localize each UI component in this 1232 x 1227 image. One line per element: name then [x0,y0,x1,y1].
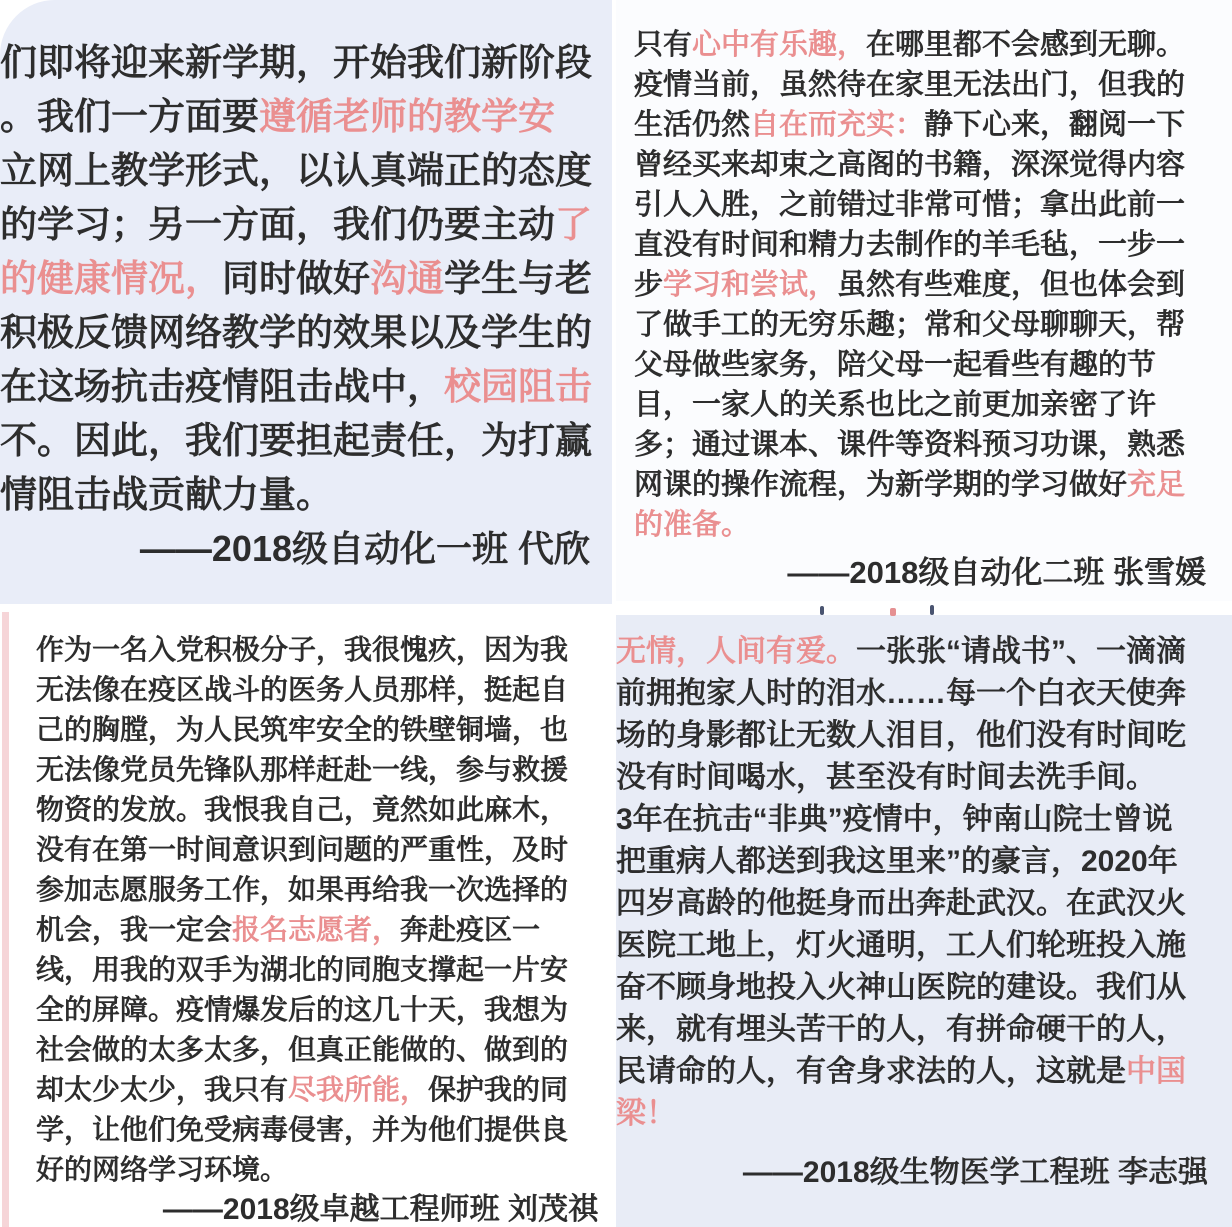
highlighted-text: 无情，人间有爱。 [616,635,856,668]
body-text: 疫情当前，虽然待在家里无法出门，但我的 [634,69,1186,101]
body-text: 积极反馈网络教学的效果以及学生的 [0,312,592,353]
quote-card-bottom-left [0,612,612,1227]
text-line [0,252,600,306]
body-text: 社会做的太多太多，但真正能做的、做到的 [36,1034,569,1065]
quote-text [36,630,604,1190]
body-text: 静下心来，翻阅一下 [924,109,1186,141]
quote-card-top-right [616,0,1232,601]
body-text: 保护我的同 [428,1074,569,1105]
text-line [36,710,604,750]
text-line [0,414,600,468]
highlighted-text: 的健康情况， [0,258,222,299]
highlighted-text: 中国 [1126,1055,1186,1088]
body-text: 的学习；另一方面，我们仍要主动 [0,204,555,245]
body-text: 步 [634,269,664,301]
text-line [0,144,600,198]
text-line [616,841,1232,883]
body-text: 把重病人都送到我这里来”的豪言，2020年 [616,845,1178,878]
body-text: 场的身影都让无数人泪目，他们没有时间吃 [616,719,1186,752]
body-text: 参加志愿服务工作，如果再给我一次选择的 [36,874,569,905]
cropped-glyph-fragment [820,606,824,615]
body-text: 作为一名入党积极分子，我很愧疚，因为我 [36,634,569,665]
body-text: 奋不顾身地投入火神山医院的建设。我们从 [616,971,1186,1004]
text-line [616,1051,1232,1093]
text-line [36,1110,604,1150]
body-text: 学，让他们免受病毒侵害，并为他们提供良 [36,1114,569,1145]
text-line [634,265,1226,305]
body-text: 曾经买来却束之高阁的书籍，深深觉得内容 [634,149,1186,181]
quote-card-bottom-right [616,615,1232,1227]
text-line [36,950,604,990]
body-text: 生活仍然 [634,109,751,141]
cropped-glyph-fragment [890,608,896,616]
body-text: 目，一家人的关系也比之前更加亲密了许 [634,389,1157,421]
text-line [36,1070,604,1110]
text-line [36,670,604,710]
text-line [616,1009,1232,1051]
text-line [36,1150,604,1190]
body-text: 父母做些家务，陪父母一起看些有趣的节 [634,349,1157,381]
body-text: 只有 [634,29,693,61]
body-text: 物资的发放。我恨我自己，竟然如此麻木， [36,794,569,825]
body-text: 无法像党员先锋队那样赶赴一线，参与救援 [36,754,569,785]
body-text: 3年在抗击“非典”疫情中，钟南山院士曾说 [616,803,1173,836]
cropped-glyph-fragment [930,605,934,615]
text-line [616,799,1232,841]
body-text: 没有时间喝水，甚至没有时间去洗手间。 [616,761,1156,794]
quote-text [616,631,1232,1135]
text-line [616,967,1232,1009]
body-text: 立网上教学形式，以认真端正的态度 [0,150,592,191]
body-text: 一张张“请战书”、一滴滴 [856,635,1186,668]
quote-text [0,36,600,522]
attribution: ——2018级生物医学工程班 李志强 [742,1156,1208,1189]
quote-card-top-left [0,0,612,604]
text-line [634,345,1226,385]
text-line [0,90,600,144]
body-text: 多；通过课本、课件等资料预习功课，熟悉 [634,429,1186,461]
quote-text [634,25,1226,545]
body-text: 情阻击战贡献力量。 [0,474,333,515]
highlighted-text: 心中有乐趣， [692,29,867,61]
body-text: 前拥抱家人时的泪水……每一个白衣天使奔 [616,677,1186,710]
text-line [36,910,604,950]
text-line [36,870,604,910]
text-line [36,1030,604,1070]
body-text: 四岁高龄的他挺身而出奔赴武汉。在武汉火 [616,887,1186,920]
highlighted-text: 了 [555,204,592,245]
attribution: ——2018级卓越工程师班 刘茂祺 [162,1193,598,1226]
body-text: 引人入胜，之前错过非常可惜；拿出此前一 [634,189,1186,221]
pink-edge-strip [2,612,9,1227]
text-line [0,306,600,360]
text-line [0,468,600,522]
highlighted-text: 学习和尝试， [663,269,838,301]
text-line [634,225,1226,265]
text-line [616,757,1232,799]
body-text: 不。因此，我们要担起责任，为打赢 [0,420,592,461]
text-line [36,990,604,1030]
text-line [616,1093,1232,1135]
body-text: 在这场抗击疫情阻击战中， [0,366,444,407]
attribution: ——2018级自动化二班 张雪媛 [787,555,1206,590]
text-line [634,25,1226,65]
body-text: 了做手工的无穷乐趣；常和父母聊聊天，帮 [634,309,1186,341]
body-text: 己的胸膛，为人民筑牢安全的铁壁铜墙，也 [36,714,569,745]
body-text: 却太少太少，我只有 [36,1074,289,1105]
text-line [0,360,600,414]
text-line [616,715,1232,757]
text-line [634,465,1226,505]
body-text: 虽然有些难度，但也体会到 [837,269,1186,301]
body-text: 同时做好 [222,258,370,299]
body-text: 学生与老 [444,258,592,299]
text-line [0,36,600,90]
body-text: 来，就有埋头苦干的人，有拼命硬干的人， [616,1013,1186,1046]
attribution: ——2018级自动化一班 代欣 [139,528,590,569]
text-line [634,305,1226,345]
body-text: 线，用我的双手为湖北的同胞支撑起一片安 [36,954,569,985]
text-line [616,673,1232,715]
text-line [634,505,1226,545]
highlighted-text: 沟通 [370,258,444,299]
highlighted-text: 尽我所能， [288,1074,429,1105]
text-line [36,790,604,830]
body-text: 无法像在疫区战斗的医务人员那样，挺起自 [36,674,569,705]
body-text: 。我们一方面要 [0,96,259,137]
text-line [634,145,1226,185]
body-text: 机会，我一定会 [36,914,233,945]
highlighted-text: 报名志愿者， [232,914,401,945]
body-text: 好的网络学习环境。 [36,1154,289,1185]
text-line [0,198,600,252]
body-text: 没有在第一时间意识到问题的严重性，及时 [36,834,569,865]
body-text: 民请命的人，有舍身求法的人，这就是 [616,1055,1126,1088]
text-line [634,105,1226,145]
text-line [634,385,1226,425]
body-text: 奔赴疫区一 [400,914,541,945]
body-text: 直没有时间和精力去制作的羊毛毡，一步一 [634,229,1186,261]
text-line [616,883,1232,925]
body-text: 在哪里都不会感到无聊。 [866,29,1186,61]
highlighted-text: 遵循老师的教学安 [259,96,555,137]
text-line [36,630,604,670]
text-line [36,830,604,870]
highlighted-text: 梁！ [616,1097,676,1130]
highlighted-text: 校园阻击 [444,366,592,407]
highlighted-text: 自在而充实： [750,109,925,141]
text-line [616,631,1232,673]
body-text: 医院工地上，灯火通明，工人们轮班投入施 [616,929,1186,962]
body-text: 们即将迎来新学期，开始我们新阶段 [0,42,592,83]
text-line [616,925,1232,967]
highlighted-text: 充足 [1127,469,1186,501]
highlighted-text: 的准备。 [634,509,751,541]
body-text: 网课的操作流程，为新学期的学习做好 [634,469,1128,501]
text-line [634,65,1226,105]
text-line [36,750,604,790]
text-line [634,185,1226,225]
text-line [634,425,1226,465]
body-text: 全的屏障。疫情爆发后的这几十天，我想为 [36,994,569,1025]
